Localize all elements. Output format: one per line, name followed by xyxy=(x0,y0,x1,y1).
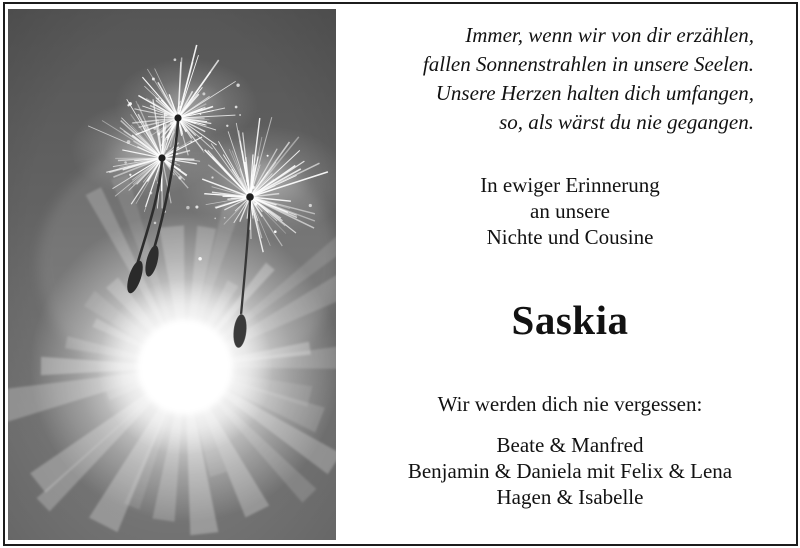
mourner-line: Beate & Manfred xyxy=(496,433,644,457)
dedication-line: In ewiger Erinnerung xyxy=(480,173,660,197)
poem-line: fallen Sonnenstrahlen in unsere Seelen. xyxy=(422,52,754,76)
mourner-line: Hagen & Isabelle xyxy=(496,485,644,509)
poem-line: so, als wärst du nie gegangen. xyxy=(499,110,754,134)
dandelion-seeds-sun-photo xyxy=(8,9,336,540)
dedication xyxy=(345,172,795,250)
dedication-line: Nichte und Cousine xyxy=(486,225,654,249)
memorial-poem xyxy=(345,21,754,137)
sun-core xyxy=(138,320,232,414)
dedication-line: an unsere xyxy=(530,199,610,223)
notice-text-column xyxy=(345,0,795,548)
poem-line: Unsere Herzen halten dich umfangen, xyxy=(435,81,754,105)
poem-line: Immer, wenn wir von dir erzählen, xyxy=(465,23,754,47)
farewell-line: Wir werden dich nie vergessen: xyxy=(437,392,703,416)
deceased-name: Saskia xyxy=(511,297,629,343)
mourner-line: Benjamin & Daniela mit Felix & Lena xyxy=(407,459,733,483)
mourners-list xyxy=(345,432,795,510)
dandelion-photo-svg xyxy=(8,9,336,540)
